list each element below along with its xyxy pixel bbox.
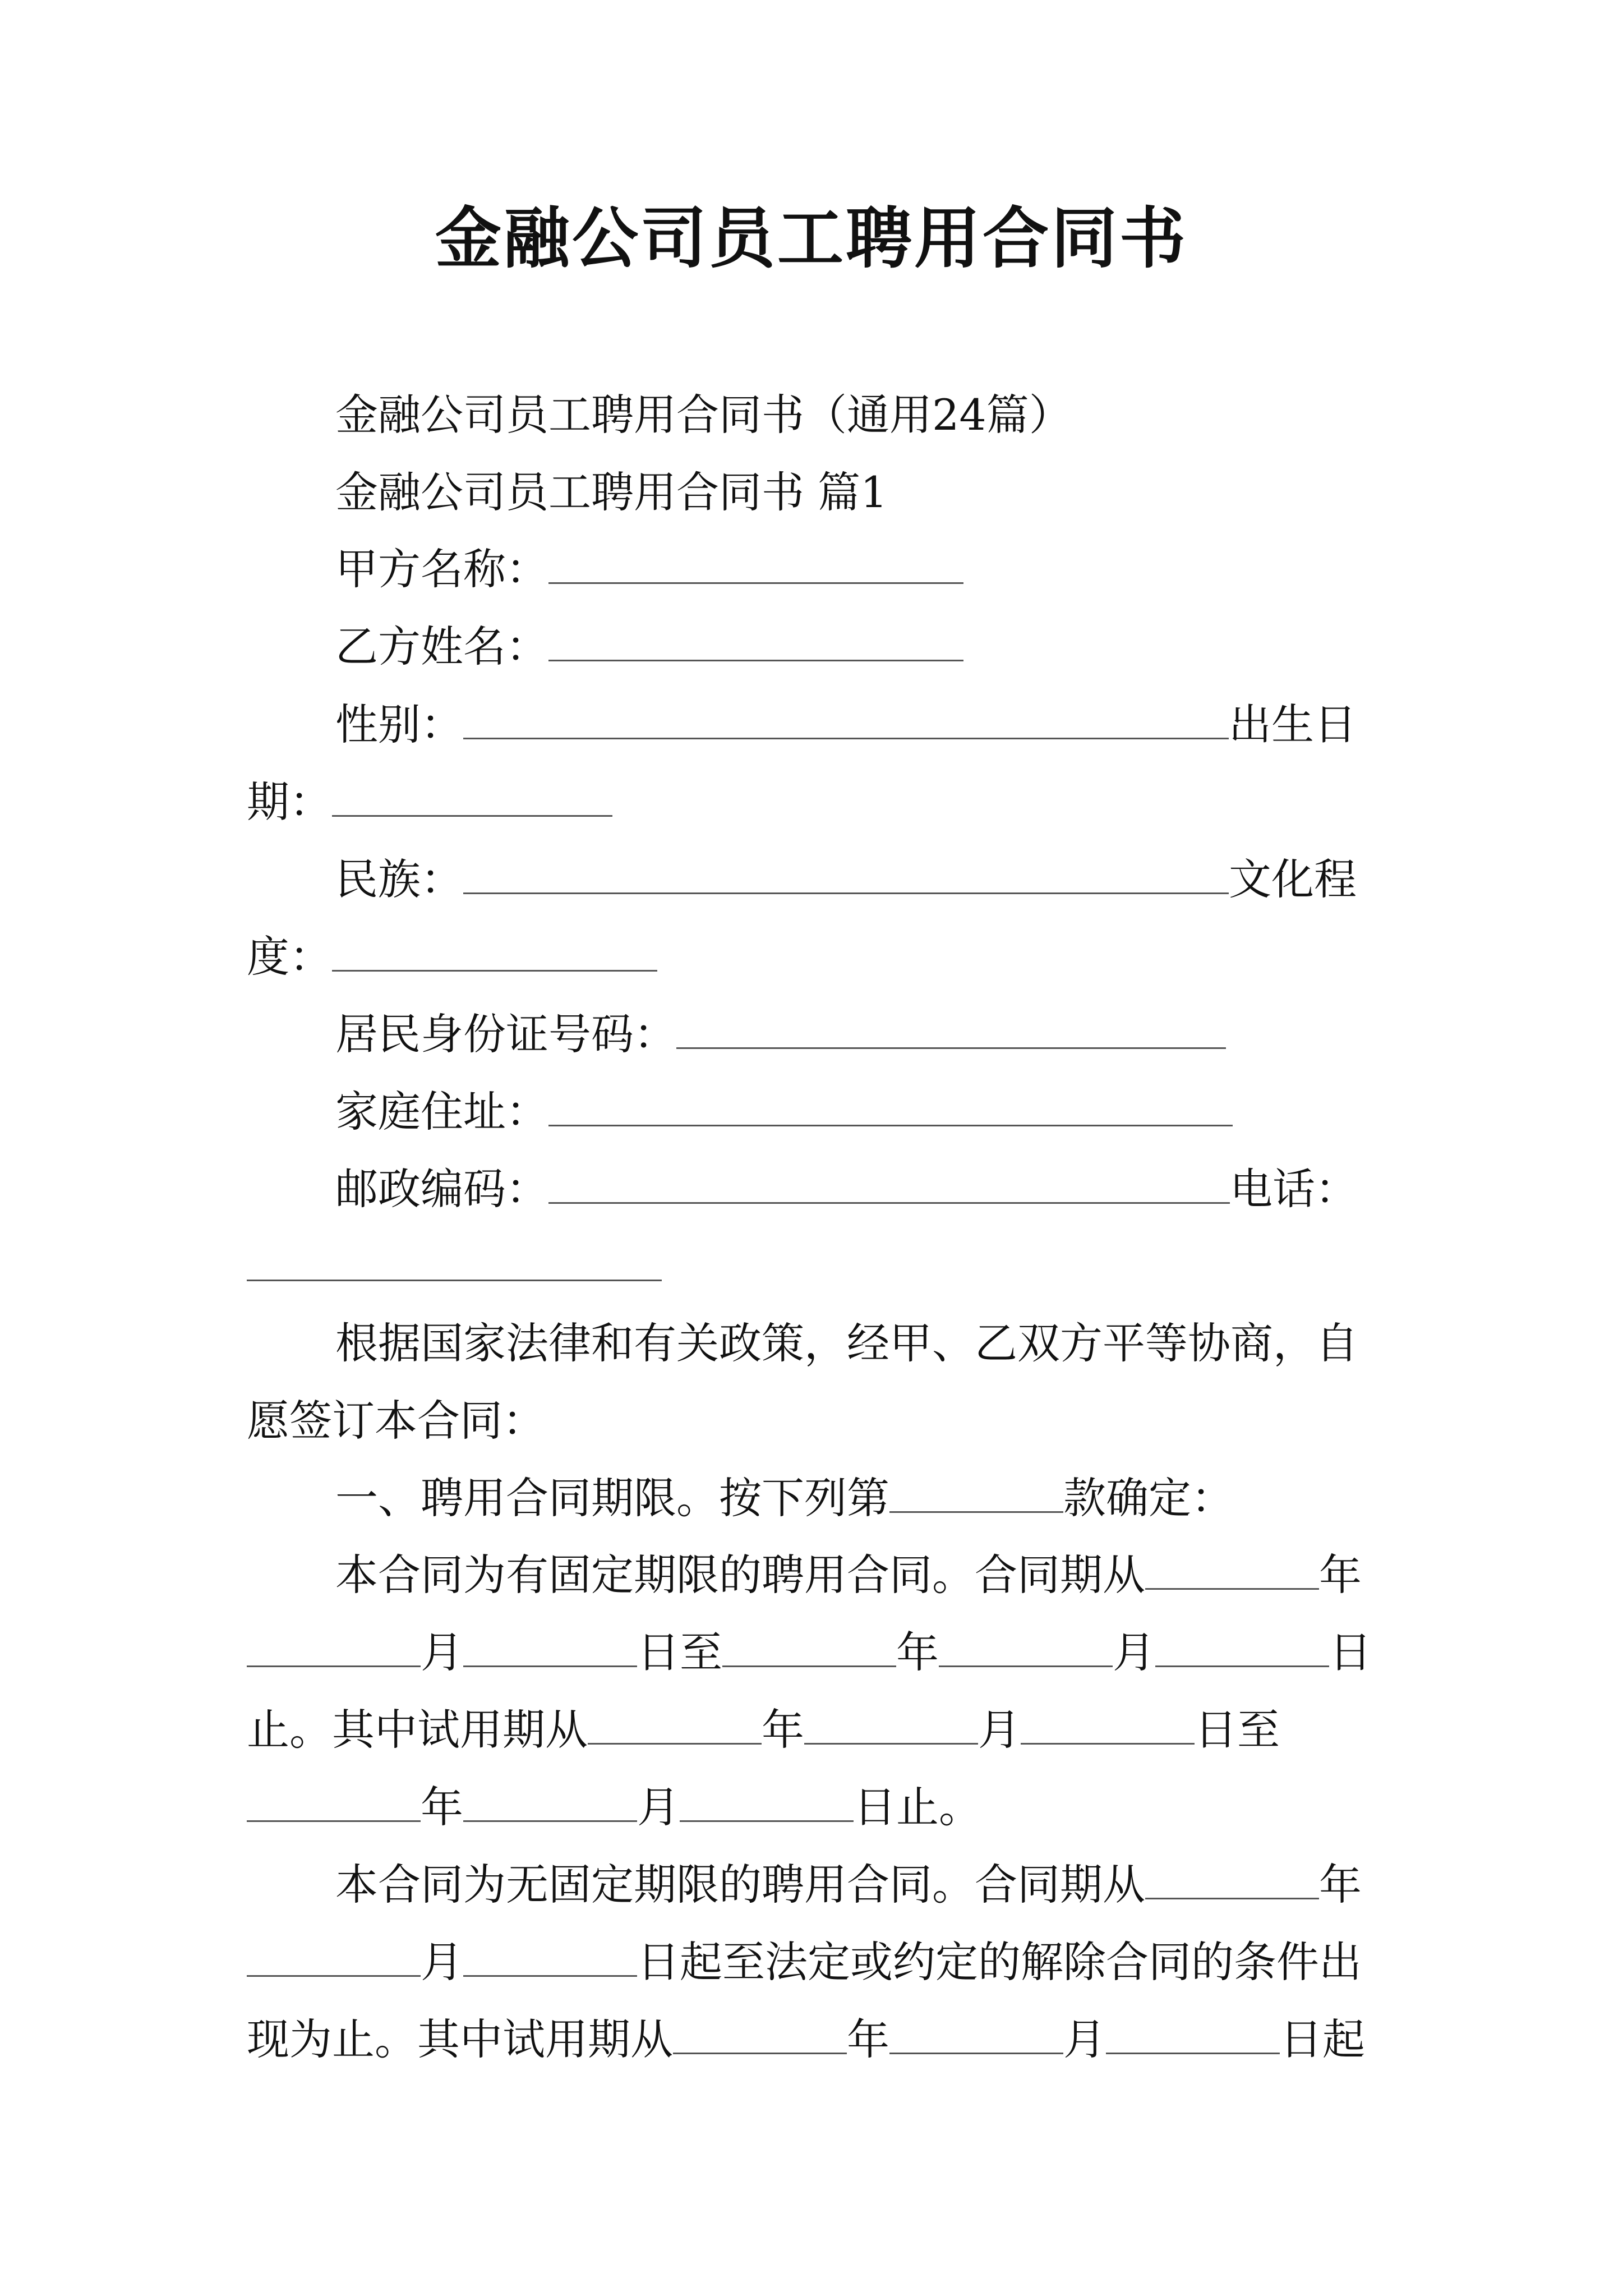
fixed-term-line-3 bbox=[247, 1702, 1280, 1758]
birth-date-blank[interactable] bbox=[332, 781, 612, 817]
phone-row bbox=[247, 1239, 662, 1295]
party-a-label: 甲方名称： bbox=[335, 544, 548, 594]
postal-code-row bbox=[335, 1161, 1358, 1217]
year-label: 年 bbox=[762, 1705, 804, 1755]
trial-end-month-blank[interactable] bbox=[463, 1787, 637, 1822]
home-address-blank[interactable] bbox=[548, 1091, 1233, 1126]
day-to-label: 日至 bbox=[1195, 1705, 1280, 1755]
postal-code-blank[interactable] bbox=[548, 1168, 1230, 1204]
open-trial-year-blank[interactable] bbox=[673, 2019, 847, 2054]
open-trial-text: 现为止。其中试用期从 bbox=[247, 2014, 673, 2064]
section-heading: 金融公司员工聘用合同书 篇1 bbox=[335, 467, 888, 517]
fixed-term-line-4 bbox=[247, 1779, 981, 1835]
fixed-start-day-blank[interactable] bbox=[463, 1632, 637, 1667]
day-label: 日 bbox=[1329, 1627, 1372, 1677]
postal-code-label: 邮政编码： bbox=[335, 1164, 548, 1214]
education-blank[interactable] bbox=[332, 936, 657, 972]
open-term-condition: 日起至法定或约定的解除合同的条件出 bbox=[637, 1937, 1362, 1987]
party-b-row bbox=[335, 619, 963, 675]
id-number-row bbox=[335, 1006, 1226, 1062]
education-label-a: 文化程 bbox=[1229, 854, 1357, 904]
trial-start-month-blank[interactable] bbox=[804, 1709, 978, 1745]
open-start-month-blank[interactable] bbox=[247, 1941, 421, 1977]
trial-end-day-blank[interactable] bbox=[680, 1787, 854, 1822]
birth-date-label-a: 出生日 bbox=[1229, 700, 1357, 749]
birth-date-label-b: 期： bbox=[247, 777, 332, 827]
home-address-row bbox=[335, 1084, 1233, 1140]
gender-row bbox=[335, 697, 1357, 753]
intro-line-2: 愿签订本合同： bbox=[247, 1396, 545, 1446]
open-term-line-2 bbox=[247, 1934, 1362, 1990]
term-label: 一、聘用合同期限。按下列第 bbox=[335, 1473, 889, 1523]
day-from-label: 日起 bbox=[1280, 2014, 1365, 2064]
education-label-b: 度： bbox=[247, 932, 332, 982]
fixed-term-line-2 bbox=[247, 1625, 1372, 1681]
year-label: 年 bbox=[896, 1627, 939, 1677]
open-trial-month-blank[interactable] bbox=[889, 2019, 1063, 2054]
fixed-term-text: 本合同为有固定期限的聘用合同。合同期从 bbox=[335, 1550, 1145, 1600]
fixed-start-year-blank[interactable] bbox=[1145, 1554, 1319, 1590]
fixed-end-day-blank[interactable] bbox=[1155, 1632, 1329, 1667]
party-a-row bbox=[335, 541, 963, 597]
term-clause-blank[interactable] bbox=[889, 1478, 1063, 1513]
day-stop-label: 日止。 bbox=[854, 1782, 981, 1832]
trial-start-year-blank[interactable] bbox=[588, 1709, 762, 1745]
year-label: 年 bbox=[1319, 1550, 1362, 1600]
gender-blank[interactable] bbox=[463, 704, 1229, 739]
month-label: 月 bbox=[978, 1705, 1021, 1755]
gender-label: 性别： bbox=[335, 700, 463, 749]
trial-start-day-blank[interactable] bbox=[1021, 1709, 1195, 1745]
id-number-label: 居民身份证号码： bbox=[335, 1009, 676, 1059]
open-start-year-blank[interactable] bbox=[1145, 1864, 1319, 1899]
term-row bbox=[335, 1470, 1234, 1526]
open-trial-day-blank[interactable] bbox=[1106, 2019, 1280, 2054]
day-to-label: 日至 bbox=[637, 1627, 722, 1677]
phone-label: 电话： bbox=[1230, 1164, 1358, 1214]
phone-blank[interactable] bbox=[247, 1246, 662, 1281]
fixed-end-year-blank[interactable] bbox=[722, 1632, 896, 1667]
term-label-end: 款确定： bbox=[1063, 1473, 1234, 1523]
open-term-line-1 bbox=[335, 1857, 1362, 1913]
trial-text: 止。其中试用期从 bbox=[247, 1705, 588, 1755]
month-label: 月 bbox=[421, 1627, 463, 1677]
home-address-label: 家庭住址： bbox=[335, 1087, 548, 1137]
party-b-label: 乙方姓名： bbox=[335, 622, 548, 671]
month-label: 月 bbox=[1063, 2014, 1106, 2064]
fixed-end-month-blank[interactable] bbox=[939, 1632, 1113, 1667]
ethnicity-row bbox=[335, 852, 1357, 908]
year-label: 年 bbox=[421, 1782, 463, 1832]
open-start-day-blank[interactable] bbox=[463, 1941, 637, 1977]
month-label: 月 bbox=[637, 1782, 680, 1832]
education-row bbox=[247, 929, 657, 985]
month-label: 月 bbox=[421, 1937, 463, 1987]
trial-end-year-blank[interactable] bbox=[247, 1787, 421, 1822]
ethnicity-blank[interactable] bbox=[463, 859, 1229, 894]
document-title: 金融公司员工聘用合同书 bbox=[435, 199, 1188, 277]
intro-line-1: 根据国家法律和有关政策，经甲、乙双方平等协商，自 bbox=[335, 1318, 1358, 1368]
year-label: 年 bbox=[847, 2014, 889, 2064]
party-a-blank[interactable] bbox=[548, 549, 963, 584]
open-term-line-3 bbox=[247, 2012, 1365, 2068]
ethnicity-label: 民族： bbox=[335, 854, 463, 904]
fixed-start-month-blank[interactable] bbox=[247, 1632, 421, 1667]
party-b-blank[interactable] bbox=[548, 626, 963, 661]
month-label: 月 bbox=[1113, 1627, 1155, 1677]
id-number-blank[interactable] bbox=[676, 1014, 1226, 1049]
subtitle: 金融公司员工聘用合同书（通用24篇） bbox=[335, 390, 1072, 440]
open-term-text: 本合同为无固定期限的聘用合同。合同期从 bbox=[335, 1860, 1145, 1910]
birth-date-row bbox=[247, 774, 612, 830]
fixed-term-line-1 bbox=[335, 1547, 1362, 1603]
year-label: 年 bbox=[1319, 1860, 1362, 1910]
